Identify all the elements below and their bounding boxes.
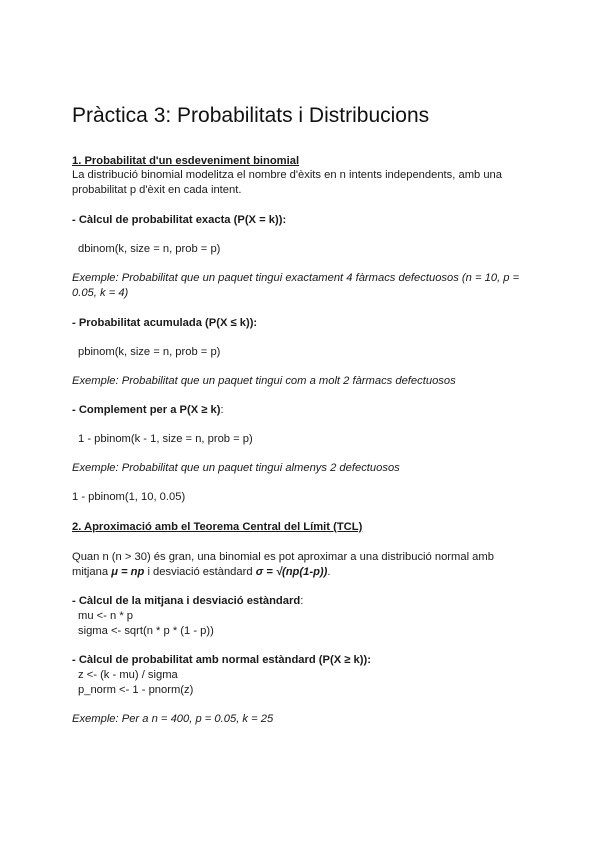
section-2-heading: 2. Aproximació amb el Teorema Central del Límit (TCL) <box>72 521 363 533</box>
pnorm-code: p_norm <- 1 - pnorm(z) <box>78 684 194 696</box>
exact-example-line-2: 0.05, k = 4) <box>72 287 129 299</box>
normal-example: Exemple: Per a n = 400, p = 0.05, k = 25 <box>72 713 274 725</box>
complement-result-code: 1 - pbinom(1, 10, 0.05) <box>72 491 186 503</box>
cumulative-probability-label: - Probabilitat acumulada (P(X ≤ k)): <box>72 317 258 329</box>
mean-code: mu <- n * p <box>78 610 134 622</box>
complement-example: Exemple: Probabilitat que un paquet tingui almenys 2 defectuosos <box>72 462 400 474</box>
mu-formula: μ = np <box>111 566 145 578</box>
section-1-heading: 1. Probabilitat d'un esdeveniment binomial <box>72 155 300 167</box>
mean-sd-label-colon: : <box>300 595 304 607</box>
sigma-formula: σ = √(np(1-p)) <box>255 566 328 578</box>
complement-label-colon: : <box>220 404 224 416</box>
section-1-intro-line-1: La distribució binomial modelitza el nombre d'èxits en n intents independents, amb una <box>72 169 503 181</box>
complement-label-text: - Complement per a P(X ≥ k) <box>72 404 221 416</box>
section-2-intro-line-2 <box>72 565 330 579</box>
cumulative-example: Exemple: Probabilitat que un paquet tingui com a molt 2 fàrmacs defectuosos <box>72 375 456 387</box>
cumulative-probability-code: pbinom(k, size = n, prob = p) <box>78 346 221 358</box>
page-title: Pràctica 3: Probabilitats i Distribucions <box>72 104 430 127</box>
mean-sd-label <box>72 594 303 608</box>
exact-probability-code: dbinom(k, size = n, prob = p) <box>78 243 221 255</box>
exact-probability-label: - Càlcul de probabilitat exacta (P(X = k)): <box>72 214 287 226</box>
intro-text-mitjana: mitjana <box>72 566 112 578</box>
sigma-code: sigma <- sqrt(n * p * (1 - p)) <box>78 625 214 637</box>
intro-text-period: . <box>327 566 331 578</box>
section-1-intro-line-2: probabilitat p d'èxit en cada intent. <box>72 184 242 196</box>
complement-label <box>72 403 224 417</box>
intro-text-desviacio: i desviació estàndard <box>144 566 256 578</box>
exact-example-line-1: Exemple: Probabilitat que un paquet tingui exactament 4 fàrmacs defectuosos (n = 10, p = <box>72 272 520 284</box>
section-2-intro-line-1: Quan n (n > 30) és gran, una binomial es pot aproximar a una distribució normal amb <box>72 551 494 563</box>
mean-sd-label-text: - Càlcul de la mitjana i desviació estàndard <box>72 595 301 607</box>
complement-code: 1 - pbinom(k - 1, size = n, prob = p) <box>78 433 253 445</box>
normal-probability-label: - Càlcul de probabilitat amb normal estàndard (P(X ≥ k)): <box>72 654 371 666</box>
z-score-code: z <- (k - mu) / sigma <box>78 669 178 681</box>
